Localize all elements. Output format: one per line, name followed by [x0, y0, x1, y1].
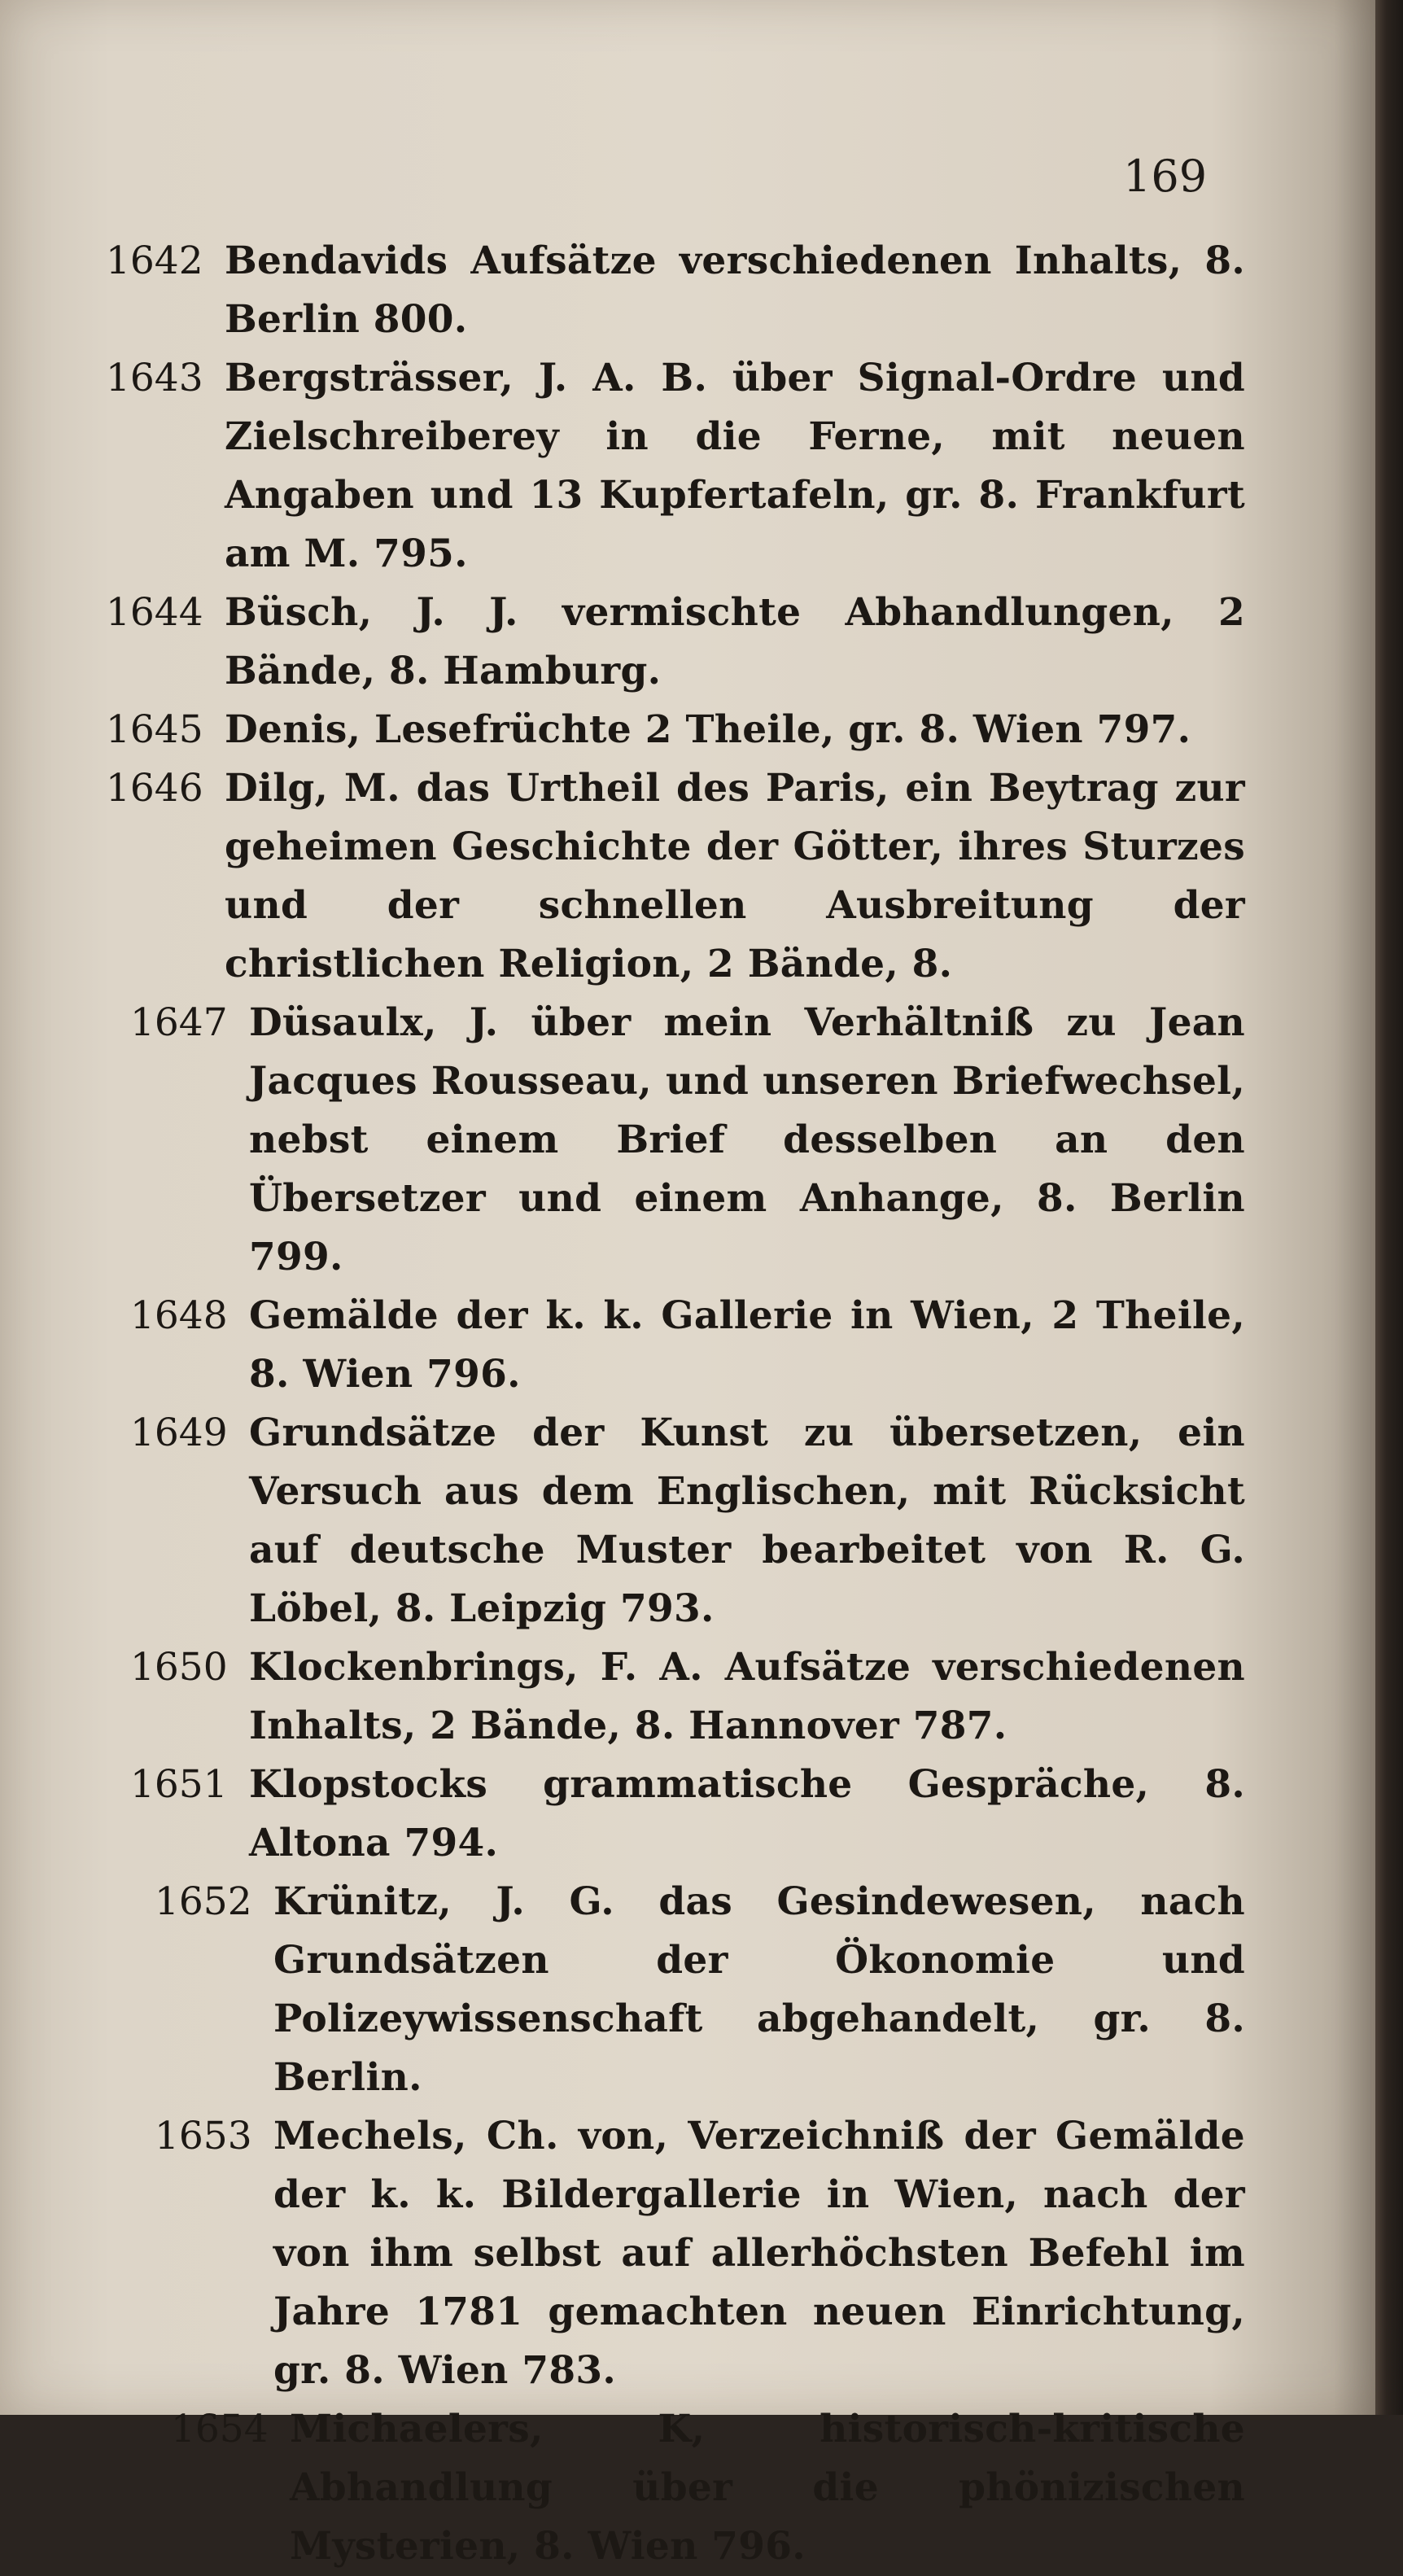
catalogue-entry	[171, 2400, 1245, 2576]
entry-number: 1650	[130, 1645, 228, 1690]
entry-text: Denis, Lesefrüchte 2 Theile, gr. 8. Wien 797.	[225, 707, 1191, 752]
entry-number: 1652	[155, 1879, 252, 1924]
catalogue-entry	[106, 701, 1245, 759]
entry-number: 1649	[130, 1410, 228, 1455]
entry-text: Gemälde der k. k. Gallerie in Wien, 2 Theile, 8. Wien 796.	[249, 1293, 1245, 1397]
entry-number: 1647	[130, 1000, 228, 1045]
entry-number: 1643	[106, 356, 203, 400]
entry-number: 1653	[155, 2114, 252, 2158]
entry-text: Bergsträsser, J. A. B. über Signal-Ordre und Zielschreiberey in die Ferne, mit neuen Angaben und 13 Kupfertafeln, gr. 8. Frankfurt am M. 795.	[225, 356, 1245, 576]
entry-number: 1644	[106, 590, 203, 635]
catalogue-entry	[130, 1287, 1245, 1404]
entry-number: 1651	[130, 1762, 228, 1807]
entry-number: 1645	[106, 707, 203, 752]
entry-number: 1642	[106, 238, 203, 283]
catalogue-entries	[106, 232, 1245, 2576]
entry-text: Klopstocks grammatische Gespräche, 8. Altona 794.	[249, 1762, 1245, 1865]
catalogue-entry	[130, 1756, 1245, 1873]
entry-text: Dilg, M. das Urtheil des Paris, ein Beytrag zur geheimen Geschichte der Götter, ihres Sturzes und der schnellen Ausbreitung der christlichen Religion, 2 Bände, 8.	[225, 766, 1245, 986]
entry-text: Michaelers, K, historisch-kritische Abhandlung über die phönizischen Mysterien, 8. Wien 796.	[290, 2407, 1245, 2569]
page-number: 169	[1123, 151, 1208, 202]
catalogue-entry	[155, 1873, 1245, 2107]
entry-number: 1648	[130, 1293, 228, 1338]
entry-text: Mechels, Ch. von, Verzeichniß der Gemälde der k. k. Bildergallerie in Wien, nach der von ihm selbst auf allerhöchsten Befehl im Jahre 1781 gemachten neuen Einrichtung, gr. 8. Wien 783.	[273, 2114, 1245, 2393]
book-spine-edge	[1375, 0, 1403, 2415]
entry-text: Krünitz, J. G. das Gesindewesen, nach Grundsätzen der Ökonomie und Polizeywissenschaft abgehandelt, gr. 8. Berlin.	[273, 1879, 1245, 2100]
entry-text: Büsch, J. J. vermischte Abhandlungen, 2 Bände, 8. Hamburg.	[225, 590, 1245, 693]
entry-number: 1646	[106, 766, 203, 811]
catalogue-entry	[130, 1404, 1245, 1638]
entry-text: Düsaulx, J. über mein Verhältniß zu Jean Jacques Rousseau, und unseren Briefwechsel, nebst einem Brief desselben an den Übersetzer und einem Anhange, 8. Berlin 799.	[249, 1000, 1245, 1279]
catalogue-entry	[130, 1638, 1245, 1756]
catalogue-entry	[155, 2107, 1245, 2400]
entry-text: Bendavids Aufsätze verschiedenen Inhalts, 8. Berlin 800.	[225, 238, 1245, 342]
catalogue-entry	[106, 759, 1245, 994]
catalogue-entry	[130, 994, 1245, 1287]
catalogue-entry	[106, 349, 1245, 584]
catalogue-entry	[106, 232, 1245, 349]
entry-text: Klockenbrings, F. A. Aufsätze verschiedenen Inhalts, 2 Bände, 8. Hannover 787.	[249, 1645, 1245, 1748]
entry-number: 1654	[171, 2407, 269, 2451]
catalogue-entry	[106, 584, 1245, 701]
entry-text: Grundsätze der Kunst zu übersetzen, ein Versuch aus dem Englischen, mit Rücksicht auf deutsche Muster bearbeitet von R. G. Löbel, 8. Leipzig 793.	[249, 1410, 1245, 1631]
